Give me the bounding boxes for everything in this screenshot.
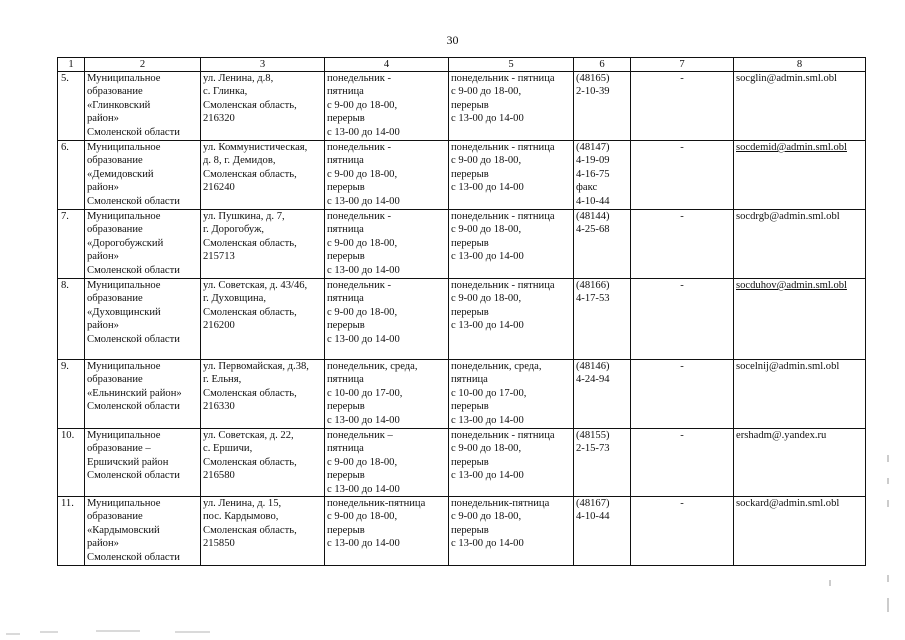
column-number: 4 <box>325 58 449 72</box>
working-hours: понедельник - пятница с 9-00 до 18-00, перерыв с 13-00 до 14-00 <box>325 210 449 279</box>
email[interactable]: sockard@admin.sml.obl <box>734 497 866 566</box>
column-number: 3 <box>201 58 325 72</box>
email[interactable]: socduhov@admin.sml.obl <box>734 279 866 360</box>
phone: (48146) 4-24-94 <box>574 360 631 429</box>
phone: (48167) 4-10-44 <box>574 497 631 566</box>
column-number: 8 <box>734 58 866 72</box>
email[interactable]: socelnij@admin.sml.obl <box>734 360 866 429</box>
column-number: 1 <box>58 58 85 72</box>
email[interactable]: socdrgb@admin.sml.obl <box>734 210 866 279</box>
municipality-name: Муниципальное образование «Дорогобужский район» Смоленской области <box>85 210 201 279</box>
reception-hours: понедельник - пятница с 9-00 до 18-00, перерыв с 13-00 до 14-00 <box>449 279 574 360</box>
municipality-name: Муниципальное образование «Кардымовский район» Смоленской области <box>85 497 201 566</box>
column-number: 2 <box>85 58 201 72</box>
column-7-value: - <box>631 141 734 210</box>
reception-hours: понедельник - пятница с 9-00 до 18-00, перерыв с 13-00 до 14-00 <box>449 210 574 279</box>
phone: (48144) 4-25-68 <box>574 210 631 279</box>
email[interactable]: socdemid@admin.sml.obl <box>734 141 866 210</box>
reception-hours: понедельник - пятница с 9-00 до 18-00, перерыв с 13-00 до 14-00 <box>449 72 574 141</box>
row-number: 10. <box>58 429 85 497</box>
phone: (48147) 4-19-09 4-16-75 факс 4-10-44 <box>574 141 631 210</box>
reception-hours: понедельник - пятница с 9-00 до 18-00, перерыв с 13-00 до 14-00 <box>449 141 574 210</box>
column-7-value: - <box>631 497 734 566</box>
working-hours: понедельник - пятница с 9-00 до 18-00, перерыв с 13-00 до 14-00 <box>325 279 449 360</box>
address: ул. Советская, д. 22, с. Ершичи, Смоленская область, 216580 <box>201 429 325 497</box>
email[interactable]: ershadm@.yandex.ru <box>734 429 866 497</box>
phone: (48166) 4-17-53 <box>574 279 631 360</box>
municipality-name: Муниципальное образование «Ельнинский район» Смоленской области <box>85 360 201 429</box>
row-number: 6. <box>58 141 85 210</box>
address: ул. Первомайская, д.38, г. Ельня, Смоленская область, 216330 <box>201 360 325 429</box>
column-7-value: - <box>631 210 734 279</box>
address: ул. Ленина, д. 15, пос. Кардымово, Смоленская область, 215850 <box>201 497 325 566</box>
reception-hours: понедельник, среда, пятница с 10-00 до 17-00, перерыв с 13-00 до 14-00 <box>449 360 574 429</box>
working-hours: понедельник-пятница с 9-00 до 18-00, перерыв с 13-00 до 14-00 <box>325 497 449 566</box>
municipality-name: Муниципальное образование «Демидовский район» Смоленской области <box>85 141 201 210</box>
municipality-name: Муниципальное образование «Духовщинский район» Смоленской области <box>85 279 201 360</box>
reception-hours: понедельник-пятница с 9-00 до 18-00, перерыв с 13-00 до 14-00 <box>449 497 574 566</box>
working-hours: понедельник, среда, пятница с 10-00 до 17-00, перерыв с 13-00 до 14-00 <box>325 360 449 429</box>
email[interactable]: socglin@admin.sml.obl <box>734 72 866 141</box>
row-number: 11. <box>58 497 85 566</box>
row-number: 8. <box>58 279 85 360</box>
phone: (48165) 2-10-39 <box>574 72 631 141</box>
column-7-value: - <box>631 279 734 360</box>
row-number: 5. <box>58 72 85 141</box>
phone: (48155) 2-15-73 <box>574 429 631 497</box>
reception-hours: понедельник - пятница с 9-00 до 18-00, перерыв с 13-00 до 14-00 <box>449 429 574 497</box>
scan-edge-dashes <box>830 455 888 612</box>
row-number: 9. <box>58 360 85 429</box>
column-number: 7 <box>631 58 734 72</box>
column-7-value: - <box>631 429 734 497</box>
address: ул. Советская, д. 43/46, г. Духовщина, Смоленская область, 216200 <box>201 279 325 360</box>
row-number: 7. <box>58 210 85 279</box>
municipality-name: Муниципальное образование – Ершичский район Смоленской области <box>85 429 201 497</box>
column-number: 6 <box>574 58 631 72</box>
column-number: 5 <box>449 58 574 72</box>
working-hours: понедельник - пятница с 9-00 до 18-00, перерыв с 13-00 до 14-00 <box>325 141 449 210</box>
address: ул. Ленина, д.8, с. Глинка, Смоленская область, 216320 <box>201 72 325 141</box>
working-hours: понедельник – пятница с 9-00 до 18-00, перерыв с 13-00 до 14-00 <box>325 429 449 497</box>
working-hours: понедельник - пятница с 9-00 до 18-00, перерыв с 13-00 до 14-00 <box>325 72 449 141</box>
page-number: 30 <box>446 33 459 47</box>
address: ул. Коммунистическая, д. 8, г. Демидов, Смоленская область, 216240 <box>201 141 325 210</box>
column-7-value: - <box>631 360 734 429</box>
scan-bottom-smudges <box>6 631 210 634</box>
column-7-value: - <box>631 72 734 141</box>
municipality-name: Муниципальное образование «Глинковский район» Смоленской области <box>85 72 201 141</box>
address: ул. Пушкина, д. 7, г. Дорогобуж, Смоленская область, 215713 <box>201 210 325 279</box>
